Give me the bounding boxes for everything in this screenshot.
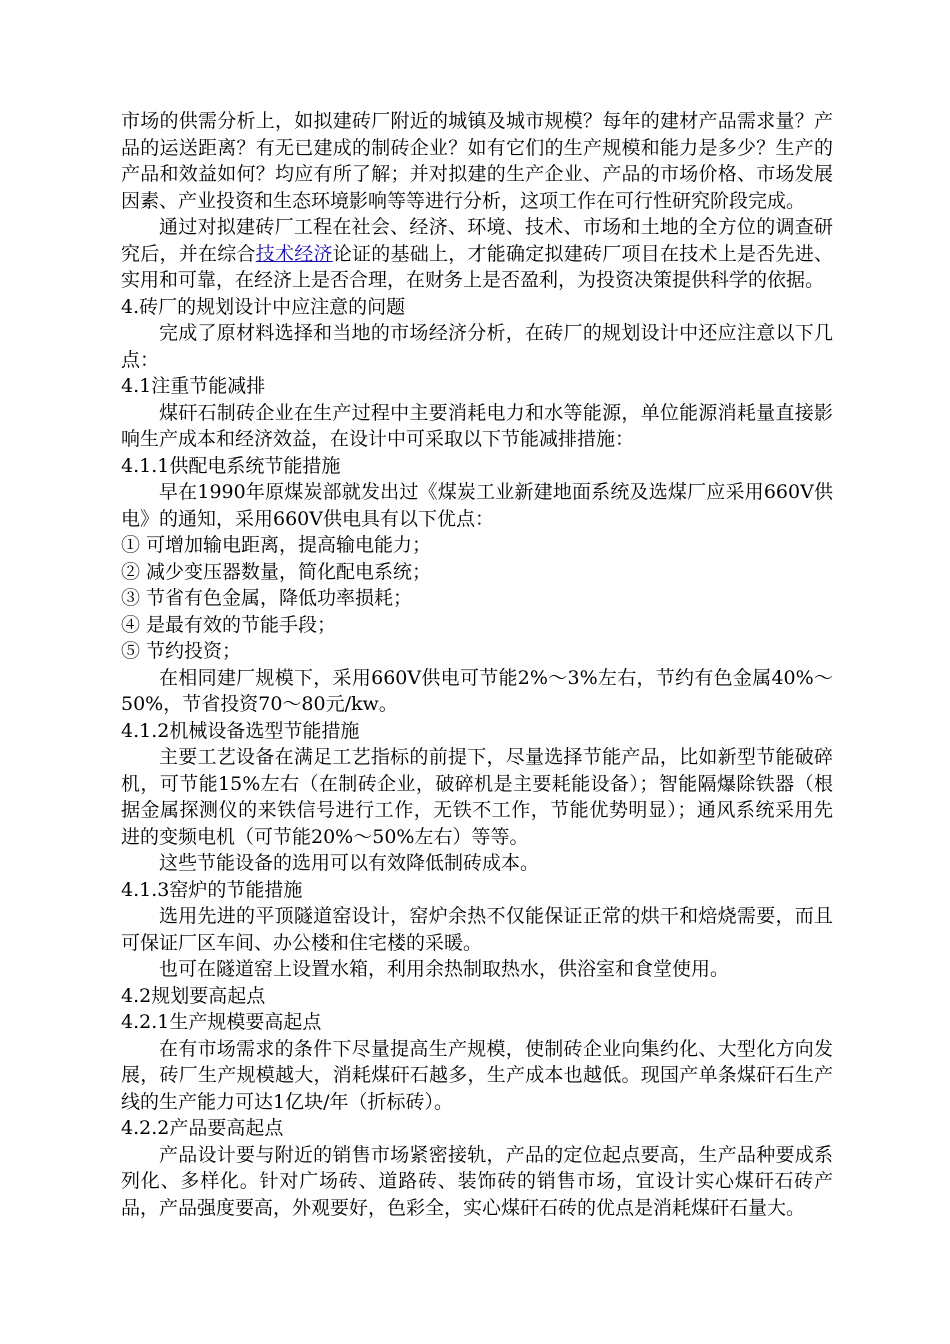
- section-heading-4-2: 4.2规划要高起点: [121, 984, 266, 1007]
- section-heading-4-1-1: 4.1.1供配电系统节能措施: [121, 454, 341, 477]
- paragraph-cost: 这些节能设备的选用可以有效降低制砖成本。: [159, 852, 540, 874]
- paragraph-kiln: 选用先进的平顶隧道窑设计，窑炉余热不仅能保证正常的烘干和焙烧需要，而且可保证厂区车间、办公楼和住宅楼的采暖。: [121, 905, 833, 954]
- list-item: ③ 节省有色金属，降低功率损耗；: [121, 587, 413, 609]
- list-item: ④ 是最有效的节能手段；: [121, 613, 337, 636]
- paragraph-equipment: 主要工艺设备在满足工艺指标的前提下，尽量选择节能产品，比如新型节能破碎机，可节能15%左右（在制砖企业，破碎机是主要耗能设备）；智能隔爆除铁器（根据金属探测仪的来铁信号进行工作，无铁不工作，节能优势明显）；通风系统采用先进的变频电机（可节能20%～50%左右）等等。: [121, 746, 833, 848]
- paragraph-text: 通过对拟建砖厂工程在社会、经济、环境、技术、市场和土地的全方位的调查研究后，并在综合: [121, 216, 833, 265]
- list-item: ⑤ 节约投资；: [121, 640, 242, 662]
- list-item: ① 可增加输电距离，提高输电能力；: [121, 534, 432, 556]
- section-heading-4-2-1: 4.2.1生产规模要高起点: [121, 1011, 322, 1033]
- paragraph-energy: 煤矸石制砖企业在生产过程中主要消耗电力和水等能源，单位能源消耗量直接影响生产成本和经济效益，在设计中可采取以下节能减排措施：: [121, 401, 833, 450]
- paragraph-scale: 在有市场需求的条件下尽量提高生产规模，使制砖企业向集约化、大型化方向发展，砖厂生产规模越大，消耗煤矸石越多，生产成本也越低。现国产单条煤矸石生产线的生产能力可达1亿块/年（折标砖）。: [121, 1037, 833, 1113]
- section-heading-4: 4.砖厂的规划设计中应注意的问题: [121, 295, 406, 318]
- section-heading-4-2-2: 4.2.2产品要高起点: [121, 1117, 284, 1139]
- list-item: ② 减少变压器数量，简化配电系统；: [121, 560, 432, 583]
- technical-economics-link[interactable]: 技术经济: [255, 242, 333, 265]
- document-page: [121, 108, 833, 1221]
- section-heading-4-1-3: 4.1.3窑炉的节能措施: [121, 878, 303, 901]
- paragraph-savings: 在相同建厂规模下，采用660V供电可节能2%～3%左右，节约有色金属40%～50%，节省投资70～80元/kw。: [121, 666, 833, 715]
- paragraph-feasibility: [121, 214, 833, 294]
- paragraph-text: 论证的基础上，才能确定拟建砖厂项目在技术上是否先进、实用和可靠，在经济上是否合理，在财务上是否盈利，为投资决策提供科学的依据。: [121, 242, 833, 291]
- paragraph-water-tank: 也可在隧道窑上设置水箱，利用余热制取热水，供浴室和食堂使用。: [159, 958, 730, 980]
- section-heading-4-1: 4.1注重节能减排: [121, 375, 266, 397]
- paragraph-intro-4: 完成了原材料选择和当地的市场经济分析，在砖厂的规划设计中还应注意以下几点：: [121, 322, 833, 371]
- paragraph-market-analysis: 市场的供需分析上，如拟建砖厂附近的城镇及城市规模？每年的建材产品需求量？产品的运送距离？有无已建成的制砖企业？如有它们的生产规模和能力是多少？生产的产品和效益如何？均应有所了解；并对拟建的生产企业、产品的市场价格、市场发展因素、产业投资和生态环境影响等等进行分析，这项工作在可行性研究阶段完成。: [121, 110, 833, 212]
- section-heading-4-1-2: 4.1.2机械设备选型节能措施: [121, 719, 360, 742]
- paragraph-660v: 早在1990年原煤炭部就发出过《煤炭工业新建地面系统及选煤厂应采用660V供电》的通知，采用660V供电具有以下优点：: [121, 481, 833, 530]
- paragraph-product: 产品设计要与附近的销售市场紧密接轨，产品的定位起点要高，生产品种要成系列化、多样化。针对广场砖、道路砖、装饰砖的销售市场，宜设计实心煤矸石砖产品，产品强度要高，外观要好，色彩全，实心煤矸石砖的优点是消耗煤矸石量大。: [121, 1143, 833, 1219]
